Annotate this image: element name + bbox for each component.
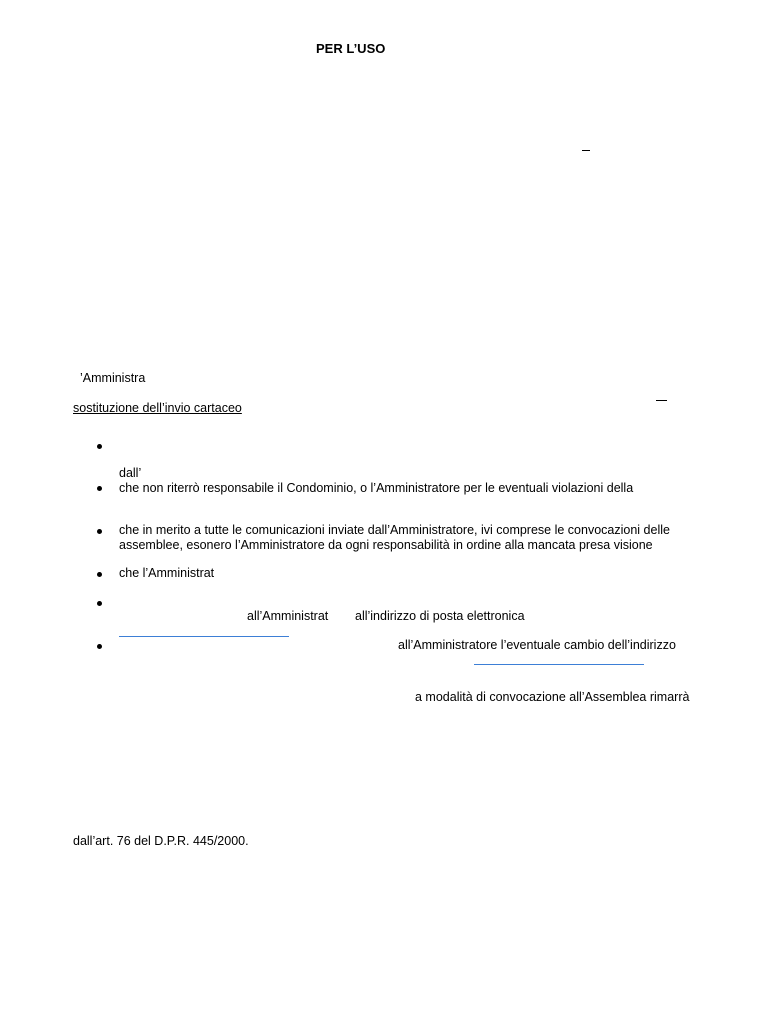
- bullet-2-text: che non riterrò responsabile il Condominio, o l’Amministratore per le eventuali violazioni della: [119, 481, 634, 495]
- bullet-3-line-1: che in merito a tutte le comunicazioni inviate dall’Amministratore, ivi comprese le convocazioni delle: [119, 523, 670, 537]
- bullet-5-part-1: all’Amministrat: [247, 609, 329, 623]
- bullet-6-text: all’Amministratore l’eventuale cambio dell’indirizzo: [398, 638, 676, 652]
- dash-mark: [582, 150, 590, 151]
- closing-text: a modalità di convocazione all’Assemblea rimarrà: [415, 690, 690, 704]
- document-title: PER L’USO: [316, 41, 386, 56]
- bullet-4: [97, 572, 102, 577]
- bullet-5: [97, 601, 102, 606]
- bullet-6: [97, 644, 102, 649]
- bullet-1-continuation: dall’: [119, 466, 142, 480]
- footer-text: dall’art. 76 del D.P.R. 445/2000.: [73, 834, 249, 848]
- bullet-1: [97, 444, 102, 449]
- intro-amministra: ’Amministra: [80, 371, 146, 385]
- dash-mark-2: [656, 400, 667, 401]
- bullet-4-text: che l’Amministrat: [119, 566, 215, 580]
- intro-sostituzione: sostituzione dell’invio cartaceo: [73, 401, 242, 415]
- email-blank-line: [119, 636, 289, 637]
- bullet-3: [97, 529, 102, 534]
- bullet-2: [97, 486, 102, 491]
- bullet-5-part-2: all’indirizzo di posta elettronica: [355, 609, 525, 623]
- bullet-3-line-2: assemblee, esonero l’Amministratore da ogni responsabilità in ordine alla mancata presa visione: [119, 538, 653, 552]
- address-blank-line: [474, 664, 644, 665]
